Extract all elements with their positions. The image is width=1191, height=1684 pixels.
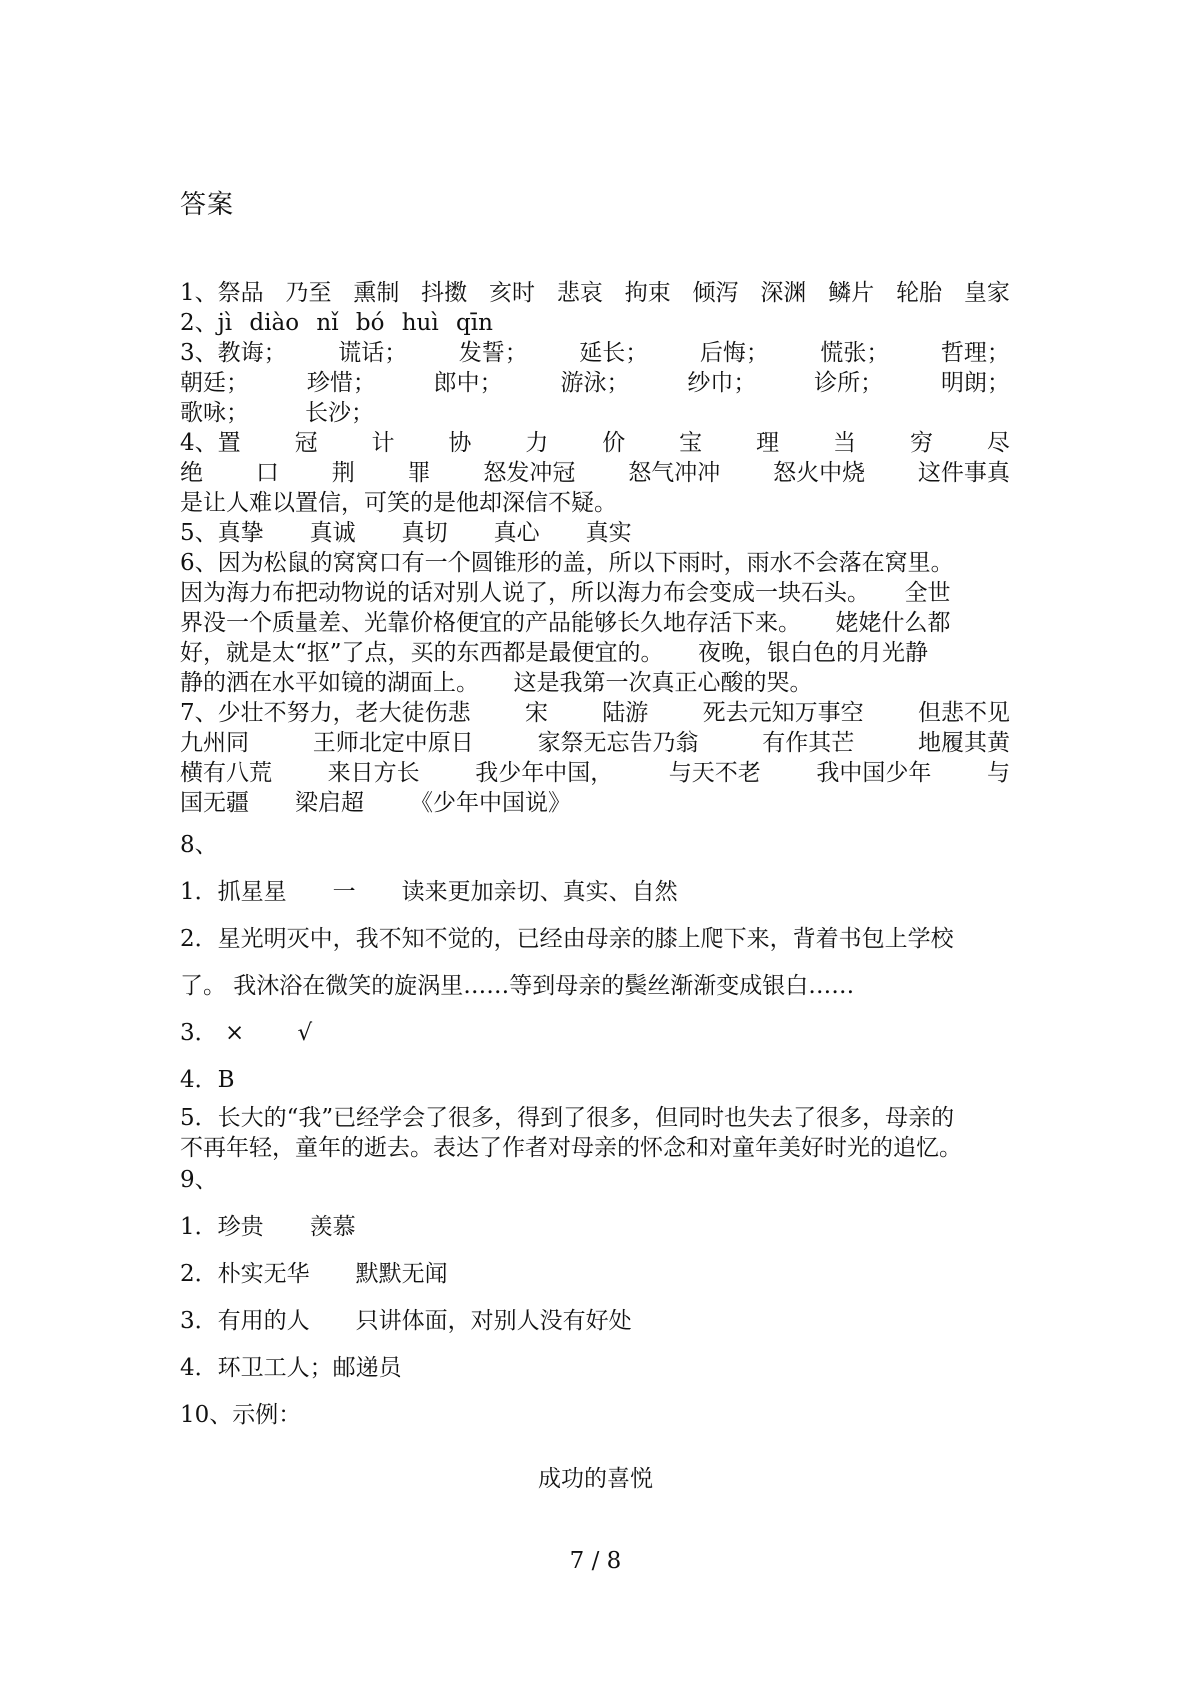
word: 怒气冲冲	[628, 460, 721, 486]
answer-8-4: 4．B	[180, 1067, 235, 1093]
answer-6-row-3: 界没一个质量差、光靠价格便宜的产品能够长久地存活下来。 姥姥什么都	[180, 610, 951, 636]
phrase: 7、少壮不努力，老大徒伤悲	[180, 700, 471, 726]
word: 深渊	[760, 280, 807, 306]
word: 鳞片	[828, 280, 875, 306]
word: 亥时	[489, 280, 536, 306]
word: 纱巾；	[687, 370, 757, 396]
answer-7-row-1	[180, 698, 1010, 728]
answer-1	[180, 278, 1010, 308]
word: 哲理；	[940, 340, 1010, 366]
word: 珍惜；	[306, 370, 376, 396]
word: 3、教诲；	[180, 340, 287, 366]
page-number: 7 / 8	[569, 1548, 622, 1574]
word: 这件事真	[917, 460, 1010, 486]
word: 怒火中烧	[773, 460, 866, 486]
word: 真诚	[309, 520, 356, 546]
word: 罪	[407, 460, 431, 486]
word: 轮胎	[896, 280, 943, 306]
word: 价	[602, 430, 626, 456]
word: 郎中；	[433, 370, 503, 396]
essay-title: 成功的喜悦	[538, 1466, 653, 1492]
phrase: 梁启超	[295, 790, 364, 816]
answer-2: 2、jì diào nǐ bó huì qīn	[180, 310, 493, 336]
phrase: 死去元知万事空	[702, 700, 864, 726]
phrase: 但悲不见	[917, 700, 1010, 726]
word: 真心	[493, 520, 540, 546]
word: 皇家	[963, 280, 1010, 306]
word: 后悔；	[699, 340, 769, 366]
answer-8-2-cont: 了。 我沐浴在微笑的旋涡里……等到母亲的鬓丝渐渐变成银白……	[180, 973, 855, 999]
phrase: 我少年中国，	[475, 760, 614, 786]
word: 乃至	[285, 280, 332, 306]
word: 理	[756, 430, 780, 456]
word: 倾泻	[692, 280, 739, 306]
answer-6-row-2: 因为海力布把动物说的话对别人说了，所以海力布会变成一块石头。 全世	[180, 580, 951, 606]
phrase: 与天不老	[668, 760, 761, 786]
answer-9-3: 3．有用的人 只讲体面，对别人没有好处	[180, 1308, 632, 1334]
answer-3-row-1	[180, 338, 1010, 368]
word: 尽	[986, 430, 1010, 456]
word: 真实	[585, 520, 632, 546]
word: 当	[833, 430, 857, 456]
answer-4-row-2	[180, 458, 1010, 488]
answer-8-5: 5．长大的“我”已经学会了很多，得到了很多，但同时也失去了很多，母亲的	[180, 1105, 955, 1131]
answer-9-2: 2．朴实无华 默默无闻	[180, 1261, 448, 1287]
word: 荆	[331, 460, 355, 486]
answer-7-row-4	[180, 788, 1010, 818]
answer-9-4: 4．环卫工人；邮递员	[180, 1355, 402, 1381]
answer-4-row-1	[180, 428, 1010, 458]
phrase: 地履其黄	[918, 730, 1010, 756]
answer-9-label: 9、	[180, 1167, 218, 1193]
phrase: 陆游	[602, 700, 649, 726]
page-heading: 答案	[180, 190, 235, 220]
phrase: 家祭无忘告乃翁	[537, 730, 699, 756]
word: 悲哀	[556, 280, 603, 306]
phrase: 横有八荒	[180, 760, 272, 786]
word: 谎话；	[338, 340, 408, 366]
phrase: 有作其芒	[762, 730, 855, 756]
answer-10-label: 10、示例：	[180, 1402, 302, 1428]
answer-7-row-2	[180, 728, 1010, 758]
answer-6-row-1: 6、因为松鼠的窝窝口有一个圆锥形的盖，所以下雨时，雨水不会落在窝里。	[180, 550, 954, 576]
word: 延长；	[579, 340, 649, 366]
answer-8-3: 3． × √	[180, 1020, 313, 1046]
word: 宝	[679, 430, 703, 456]
answer-9-1: 1．珍贵 羡慕	[180, 1214, 356, 1240]
word: 真切	[401, 520, 448, 546]
answer-8-2: 2．星光明灭中，我不知不觉的，已经由母亲的膝上爬下来，背着书包上学校	[180, 926, 954, 952]
answer-6-row-5: 静的洒在水平如镜的湖面上。 这是我第一次真正心酸的哭。	[180, 670, 813, 696]
word: 游泳；	[560, 370, 630, 396]
answer-5	[180, 518, 1010, 548]
word: 力	[525, 430, 549, 456]
phrase: 与	[986, 760, 1010, 786]
answer-7-row-3	[180, 758, 1010, 788]
word: 歌咏；	[180, 400, 249, 426]
word: 冠	[294, 430, 318, 456]
word: 明朗；	[940, 370, 1010, 396]
word: 1、祭品	[180, 280, 264, 306]
phrase: 来日方长	[327, 760, 420, 786]
word: 长沙；	[305, 400, 374, 426]
word: 怒发冲冠	[483, 460, 576, 486]
answer-8-5-cont: 不再年轻，童年的逝去。表达了作者对母亲的怀念和对童年美好时光的追忆。	[180, 1135, 962, 1161]
word: 拘束	[624, 280, 671, 306]
word: 朝廷；	[180, 370, 249, 396]
word: 熏制	[353, 280, 400, 306]
phrase: 九州同	[180, 730, 249, 756]
word: 诊所；	[814, 370, 884, 396]
phrase: 《少年中国说》	[410, 790, 571, 816]
answer-3-row-2	[180, 368, 1010, 398]
answer-3-row-3	[180, 398, 1010, 428]
word: 5、真挚	[180, 520, 264, 546]
answer-6-row-4: 好，就是太“抠”了点，买的东西都是最便宜的。 夜晚，银白色的月光静	[180, 640, 929, 666]
answer-8-1: 1．抓星星 一 读来更加亲切、真实、自然	[180, 879, 678, 905]
word: 口	[255, 460, 279, 486]
word: 协	[448, 430, 472, 456]
phrase: 王师北定中原日	[312, 730, 474, 756]
phrase: 我中国少年	[816, 760, 932, 786]
word: 绝	[180, 460, 203, 486]
word: 发誓；	[458, 340, 528, 366]
word: 抖擞	[421, 280, 468, 306]
answer-4-row-3: 是让人难以置信，可笑的是他却深信不疑。	[180, 490, 617, 516]
phrase: 宋	[524, 700, 548, 726]
word: 4、置	[180, 430, 241, 456]
phrase: 国无疆	[180, 790, 249, 816]
answer-8-label: 8、	[180, 832, 218, 858]
word: 穷	[909, 430, 933, 456]
word: 计	[371, 430, 395, 456]
word: 慌张；	[820, 340, 890, 366]
